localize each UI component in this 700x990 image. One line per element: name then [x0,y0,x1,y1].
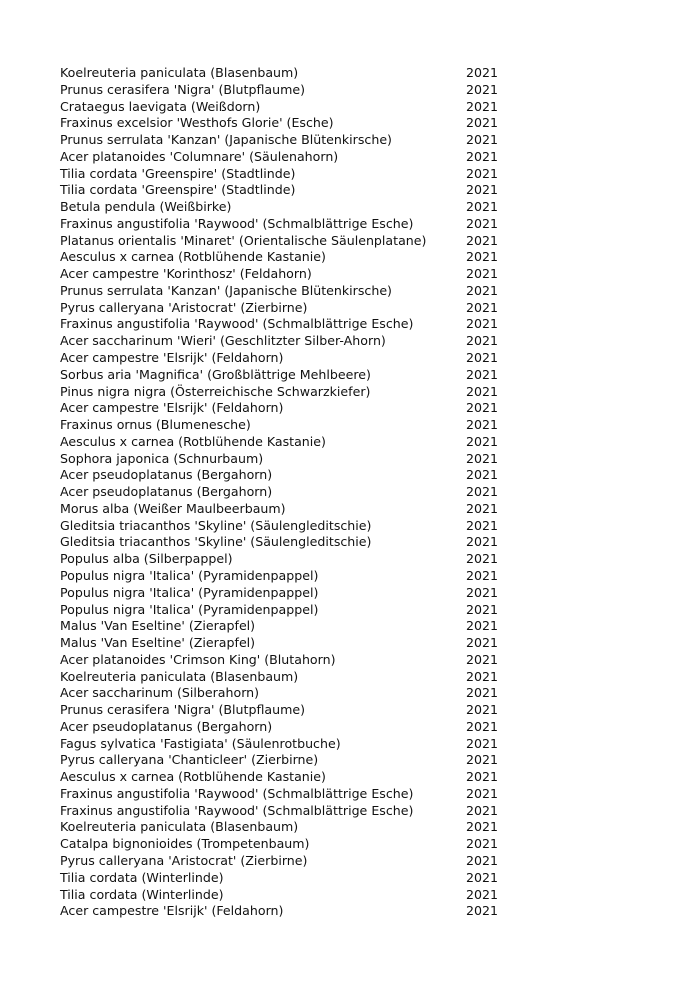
planting-year: 2021 [466,132,499,148]
planting-year: 2021 [466,232,499,248]
list-item [60,736,500,753]
planting-year: 2021 [466,534,499,550]
planting-year: 2021 [466,567,499,583]
tree-name: Aesculus x carnea (Rotblühende Kastanie) [60,769,326,785]
list-item [60,333,500,350]
planting-year: 2021 [466,601,499,617]
list-item [60,384,500,401]
planting-year: 2021 [466,584,499,600]
list-item [60,484,500,501]
planting-year: 2021 [466,65,499,80]
list-item [60,568,500,585]
list-item [60,518,500,535]
tree-name: Malus 'Van Eseltine' (Zierapfel) [60,635,256,651]
tree-name: Fraxinus angustifolia 'Raywood' (Schmalblättrige Esche) [60,316,414,332]
list-item [60,752,500,769]
tree-name: Acer campestre 'Elsrijk' (Feldahorn) [60,350,284,366]
planting-year: 2021 [466,836,499,852]
planting-year: 2021 [466,551,499,567]
planting-year: 2021 [466,98,499,114]
tree-name: Populus nigra 'Italica' (Pyramidenpappel) [60,584,319,600]
list-item [60,853,500,870]
planting-year: 2021 [466,433,499,449]
list-item [60,602,500,619]
planting-year: 2021 [466,115,499,131]
tree-name: Acer pseudoplatanus (Bergahorn) [60,484,273,500]
tree-name: Fraxinus ornus (Blumenesche) [60,417,251,433]
list-item [60,887,500,904]
list-item [60,132,500,149]
list-item [60,249,500,266]
tree-name: Acer saccharinum 'Wieri' (Geschlitzter Silber-Ahorn) [60,333,386,349]
list-item [60,534,500,551]
list-item [60,870,500,887]
tree-name: Prunus serrulata 'Kanzan' (Japanische Blütenkirsche) [60,132,392,148]
tree-name: Prunus cerasifera 'Nigra' (Blutpflaume) [60,702,306,718]
tree-name: Populus nigra 'Italica' (Pyramidenpappel) [60,601,319,617]
list-item [60,283,500,300]
list-item [60,400,500,417]
tree-name: Prunus serrulata 'Kanzan' (Japanische Blütenkirsche) [60,282,392,298]
planting-year: 2021 [466,668,499,684]
planting-year: 2021 [466,752,499,768]
planting-year: 2021 [466,199,499,215]
tree-name: Pinus nigra nigra (Österreichische Schwarzkiefer) [60,383,371,399]
planting-year: 2021 [466,651,499,667]
planting-year: 2021 [466,350,499,366]
planting-year: 2021 [466,685,499,701]
planting-year: 2021 [466,366,499,382]
list-item [60,149,500,166]
list-item [60,467,500,484]
tree-name: Koelreuteria paniculata (Blasenbaum) [60,819,299,835]
tree-name: Tilia cordata 'Greenspire' (Stadtlinde) [60,182,296,198]
tree-name: Pyrus calleryana 'Chanticleer' (Zierbirne) [60,752,319,768]
tree-name: Acer saccharinum (Silberahorn) [60,685,260,701]
list-item [60,316,500,333]
list-item [60,182,500,199]
list-item [60,115,500,132]
list-item [60,434,500,451]
list-item [60,635,500,652]
planting-year: 2021 [466,316,499,332]
tree-name: Gleditsia triacanthos 'Skyline' (Säulengleditschie) [60,517,372,533]
planting-year: 2021 [466,215,499,231]
planting-year: 2021 [466,852,499,868]
list-item [60,652,500,669]
list-item [60,65,500,82]
list-item [60,669,500,686]
planting-year: 2021 [466,886,499,902]
tree-name: Acer platanoides 'Crimson King' (Blutahorn) [60,651,336,667]
tree-name: Acer campestre 'Korinthosz' (Feldahorn) [60,266,312,282]
planting-year: 2021 [466,718,499,734]
list-item [60,233,500,250]
tree-name: Sorbus aria 'Magnifica' (Großblättrige Mehlbeere) [60,366,371,382]
list-item [60,216,500,233]
list-item [60,903,500,920]
list-item [60,769,500,786]
tree-name: Fraxinus angustifolia 'Raywood' (Schmalblättrige Esche) [60,785,414,801]
planting-year: 2021 [466,165,499,181]
list-item [60,82,500,99]
tree-name: Fraxinus angustifolia 'Raywood' (Schmalblättrige Esche) [60,802,414,818]
planting-year: 2021 [466,903,499,919]
planting-year: 2021 [466,299,499,315]
planting-year: 2021 [466,182,499,198]
planting-year: 2021 [466,417,499,433]
planting-year: 2021 [466,266,499,282]
planting-year: 2021 [466,702,499,718]
tree-name: Acer pseudoplatanus (Bergahorn) [60,718,273,734]
list-item [60,803,500,820]
list-item [60,551,500,568]
tree-name: Koelreuteria paniculata (Blasenbaum) [60,65,299,80]
planting-year: 2021 [466,500,499,516]
planting-year: 2021 [466,450,499,466]
list-item [60,367,500,384]
list-item [60,836,500,853]
planting-year: 2021 [466,517,499,533]
list-item [60,786,500,803]
list-item [60,585,500,602]
planting-year: 2021 [466,802,499,818]
planting-year: 2021 [466,735,499,751]
list-item [60,702,500,719]
tree-name: Crataegus laevigata (Weißdorn) [60,98,261,114]
tree-name: Pyrus calleryana 'Aristocrat' (Zierbirne) [60,852,308,868]
planting-year: 2021 [466,400,499,416]
list-item [60,300,500,317]
list-item [60,199,500,216]
list-item [60,685,500,702]
tree-name: Tilia cordata (Winterlinde) [60,869,224,885]
tree-name: Koelreuteria paniculata (Blasenbaum) [60,668,299,684]
list-item [60,417,500,434]
planting-year: 2021 [466,467,499,483]
tree-name: Acer pseudoplatanus (Bergahorn) [60,467,273,483]
tree-name: Tilia cordata (Winterlinde) [60,886,224,902]
tree-name: Fraxinus angustifolia 'Raywood' (Schmalblättrige Esche) [60,215,414,231]
tree-list [60,65,500,920]
list-item [60,819,500,836]
list-item [60,266,500,283]
tree-name: Aesculus x carnea (Rotblühende Kastanie) [60,249,326,265]
list-item [60,451,500,468]
tree-name: Platanus orientalis 'Minaret' (Orientalische Säulenplatane) [60,232,427,248]
planting-year: 2021 [466,81,499,97]
planting-year: 2021 [466,819,499,835]
tree-name: Morus alba (Weißer Maulbeerbaum) [60,500,286,516]
tree-name: Aesculus x carnea (Rotblühende Kastanie) [60,433,326,449]
planting-year: 2021 [466,484,499,500]
planting-year: 2021 [466,769,499,785]
list-item [60,719,500,736]
planting-year: 2021 [466,618,499,634]
list-item [60,618,500,635]
planting-year: 2021 [466,249,499,265]
planting-year: 2021 [466,869,499,885]
tree-name: Pyrus calleryana 'Aristocrat' (Zierbirne) [60,299,308,315]
tree-name: Fraxinus excelsior 'Westhofs Glorie' (Esche) [60,115,334,131]
planting-year: 2021 [466,383,499,399]
tree-name: Populus alba (Silberpappel) [60,551,233,567]
tree-name: Betula pendula (Weißbirke) [60,199,232,215]
list-item [60,350,500,367]
tree-name: Sophora japonica (Schnurbaum) [60,450,264,466]
tree-name: Acer campestre 'Elsrijk' (Feldahorn) [60,903,284,919]
tree-name: Catalpa bignonioides (Trompetenbaum) [60,836,310,852]
planting-year: 2021 [466,635,499,651]
planting-year: 2021 [466,333,499,349]
list-item [60,501,500,518]
tree-name: Malus 'Van Eseltine' (Zierapfel) [60,618,256,634]
list-item [60,99,500,116]
planting-year: 2021 [466,282,499,298]
planting-year: 2021 [466,148,499,164]
list-item [60,166,500,183]
tree-name: Acer platanoides 'Columnare' (Säulenahorn) [60,148,339,164]
tree-name: Acer campestre 'Elsrijk' (Feldahorn) [60,400,284,416]
tree-name: Fagus sylvatica 'Fastigiata' (Säulenrotbuche) [60,735,341,751]
tree-name: Tilia cordata 'Greenspire' (Stadtlinde) [60,165,296,181]
tree-name: Prunus cerasifera 'Nigra' (Blutpflaume) [60,81,306,97]
tree-name: Populus nigra 'Italica' (Pyramidenpappel) [60,567,319,583]
planting-year: 2021 [466,785,499,801]
tree-name: Gleditsia triacanthos 'Skyline' (Säulengleditschie) [60,534,372,550]
